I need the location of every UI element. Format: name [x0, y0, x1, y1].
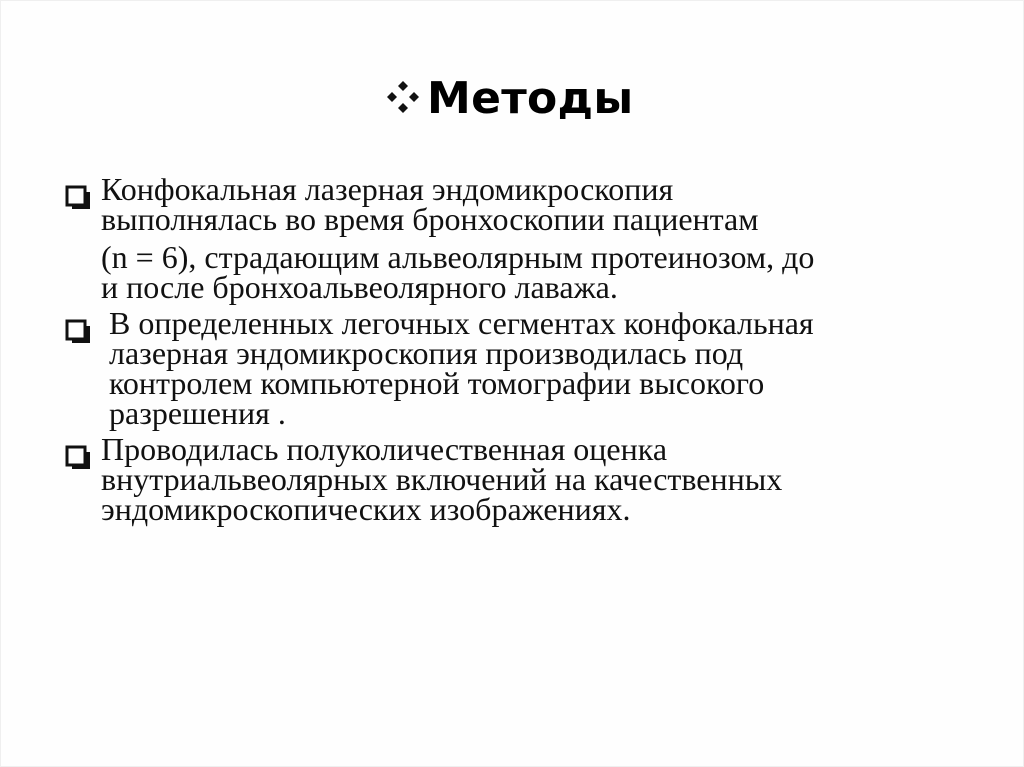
bullet-paragraph [101, 431, 984, 527]
bullet-line: лазерная эндомикроскопия производилась под [109, 335, 744, 371]
bullet-line: В определенных легочных сегментах конфокальная [109, 305, 814, 341]
checkbox-icon [64, 184, 90, 210]
bullet-line: (n = 6), страдающим альвеолярным протеинозом, до [101, 239, 815, 275]
bullet-line: и после бронхоальвеолярного лаважа. [101, 269, 618, 305]
bullet-item [64, 171, 984, 305]
checkbox-icon [64, 444, 90, 470]
checkbox-icon [64, 318, 90, 344]
bullet-item [64, 305, 984, 431]
bullet-line: Проводилась полуколичественная оценка [101, 431, 668, 467]
bullet-line: выполнялась во время бронхоскопии пациентам [101, 201, 759, 237]
bullet-paragraph [101, 305, 984, 431]
bullet-paragraph [101, 171, 984, 237]
diamond-cluster-icon [383, 78, 423, 118]
page-title: Методы [427, 72, 634, 124]
bullet-list [64, 171, 984, 530]
bullet-line: эндомикроскопических изображениях. [101, 491, 631, 527]
bullet-line: внутриальвеолярных включений на качественных [101, 461, 783, 497]
bullet-line: контролем компьютерной томографии высокого [109, 365, 765, 401]
bullet-line: разрешения . [109, 395, 286, 431]
bullet-item [64, 431, 984, 527]
bullet-line: Конфокальная лазерная эндомикроскопия [101, 171, 674, 207]
bullet-paragraph [101, 239, 984, 305]
title-row [383, 66, 633, 130]
